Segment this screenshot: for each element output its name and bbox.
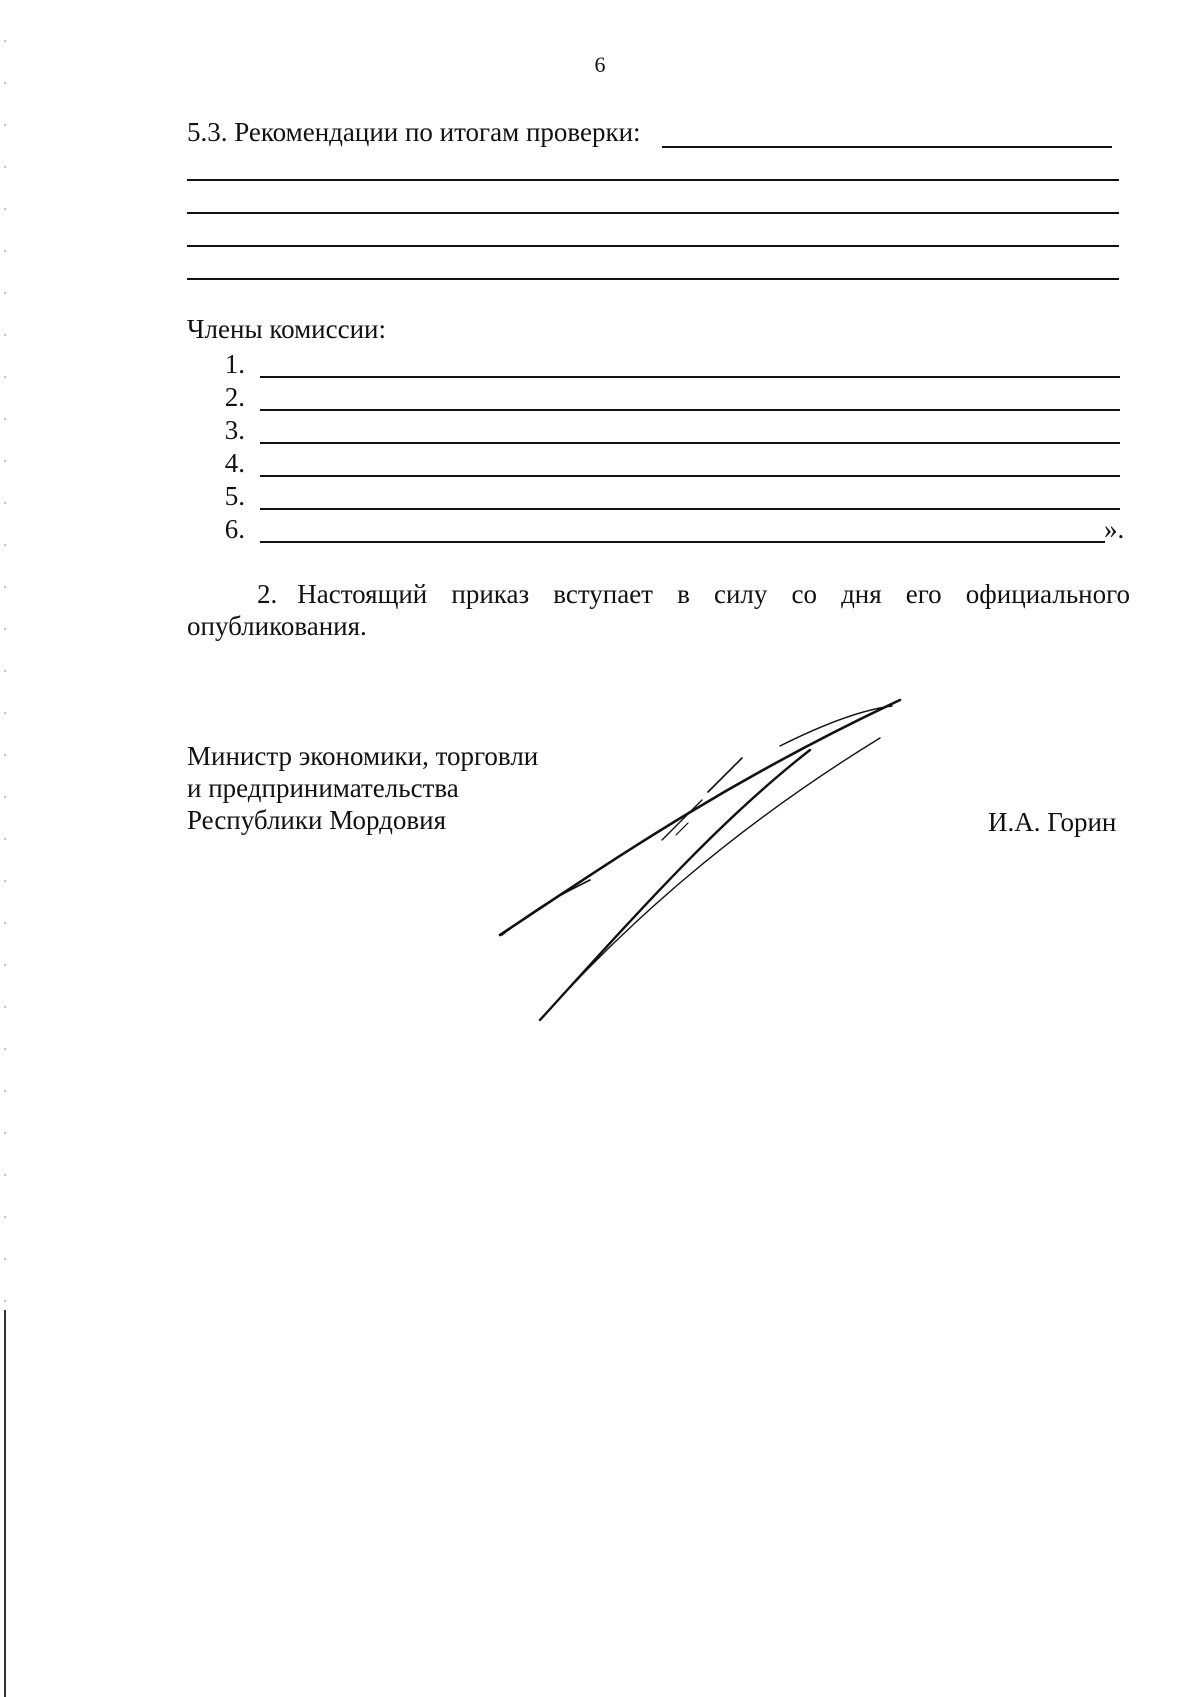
- clause-number: 2.: [257, 579, 278, 609]
- signatory-title-line: и предпринимательства: [187, 773, 459, 803]
- member-number: 1.: [224, 349, 245, 379]
- members-heading: Члены комиссии:: [187, 314, 386, 344]
- clause-text-continuation: опубликования.: [187, 611, 367, 641]
- page-number: 6: [594, 52, 606, 77]
- member-blank-line: [260, 376, 1120, 378]
- blank-line: [187, 245, 1119, 247]
- member-blank-line: [260, 541, 1105, 543]
- member-number: 5.: [224, 481, 245, 511]
- recommendations-heading: 5.3. Рекомендации по итогам проверки:: [187, 117, 641, 147]
- signature-stroke: [542, 738, 880, 1018]
- blank-line: [187, 212, 1119, 214]
- signatory-title-line: Министр экономики, торговли: [187, 741, 539, 771]
- blank-line: [187, 278, 1119, 280]
- clause-text: Настоящий приказ вступает в силу со дня его официального: [297, 579, 1130, 609]
- signature-stroke: [502, 880, 590, 935]
- clause-line: [187, 578, 1130, 610]
- blank-line: [187, 179, 1119, 181]
- member-number: 2.: [224, 382, 245, 412]
- clause-2: [187, 578, 1130, 642]
- signature-stroke: [500, 700, 900, 935]
- member-blank-line: [260, 409, 1120, 411]
- signature-stroke: [708, 758, 742, 792]
- signature-stroke: [662, 800, 702, 840]
- member-number: 4.: [224, 448, 245, 478]
- member-number: 6.: [224, 514, 245, 544]
- member-blank-line: [260, 475, 1120, 477]
- signatory-name: И.А. Горин: [988, 807, 1117, 837]
- signatory-title-line: Республики Мордовия: [187, 805, 447, 835]
- member-blank-line: [260, 442, 1120, 444]
- member-number: 3.: [224, 415, 245, 445]
- blank-line: [662, 146, 1112, 148]
- member-blank-line: [260, 508, 1120, 510]
- handwritten-signature: [480, 680, 960, 1040]
- closing-quote: ».: [1104, 514, 1125, 544]
- scan-edge-line: [4, 1310, 6, 1697]
